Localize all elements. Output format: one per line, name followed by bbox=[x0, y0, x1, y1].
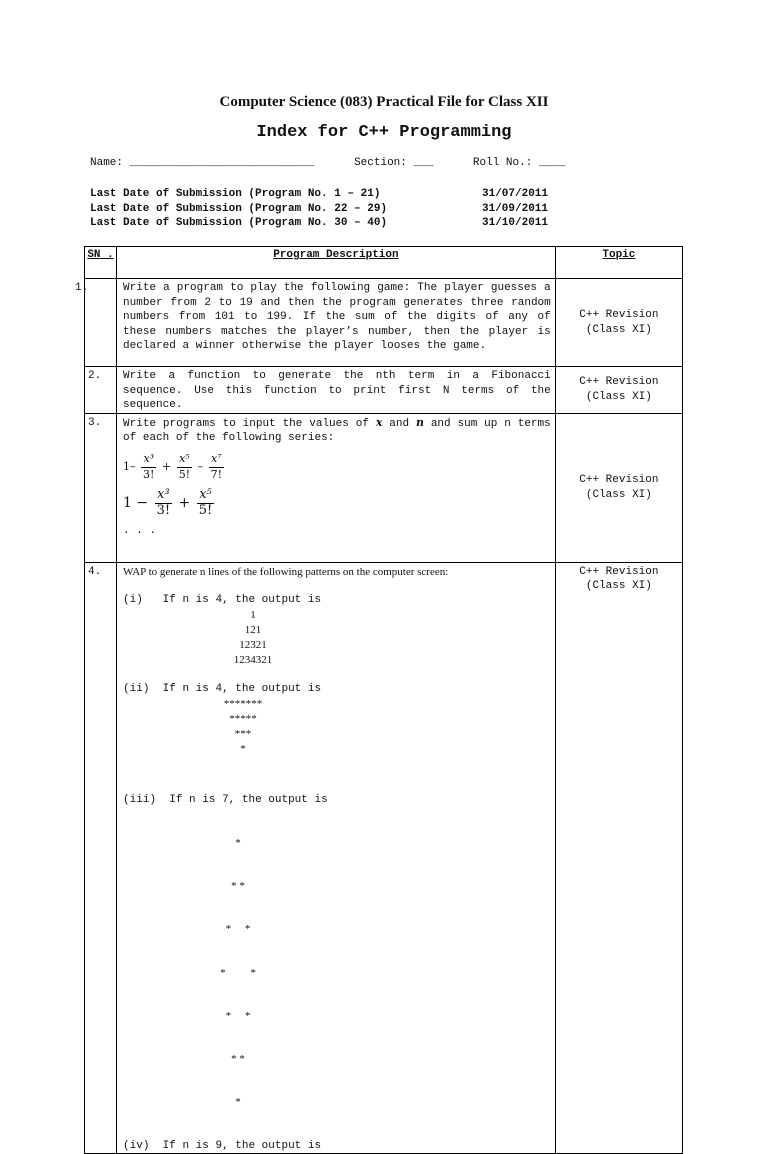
name-blank: ____________________________ bbox=[129, 157, 315, 169]
program-index-table bbox=[75, 246, 683, 1154]
pattern-line: * * bbox=[220, 966, 256, 979]
header-topic: Topic bbox=[555, 247, 682, 279]
series-formula-1 bbox=[123, 452, 551, 482]
series-instructions bbox=[123, 416, 551, 446]
topic-line: (Class XI) bbox=[585, 390, 652, 403]
table-row bbox=[85, 279, 683, 367]
row-number bbox=[75, 279, 117, 367]
deadline-label: Last Date of Submission (Program No. 1 – 21) bbox=[90, 188, 381, 200]
pattern-3-label: (iii) If n is 7, the output is bbox=[123, 793, 328, 806]
topic-line: C++ Revision bbox=[579, 474, 659, 487]
row-description bbox=[117, 562, 556, 1153]
deadline-date: 31/10/2011 bbox=[482, 217, 549, 229]
table-row bbox=[85, 562, 683, 1153]
deadline-date: 31/09/2011 bbox=[482, 202, 549, 215]
pattern-line: 1234321 bbox=[233, 653, 273, 666]
pattern-1-label: (i) If n is 4, the output is bbox=[123, 594, 322, 607]
instruction-text: Write programs to input the values of bbox=[123, 417, 369, 430]
pattern-line: 12321 bbox=[239, 638, 267, 651]
series-lead: 1 − bbox=[123, 495, 149, 512]
series-term: $\frac{\text{x⁷}}{7!}$ bbox=[210, 451, 223, 481]
deadline-label: Last Date of Submission (Program No. 30 – 40) bbox=[90, 217, 388, 229]
pattern-intro: WAP to generate n lines of the following patterns on the computer screen: bbox=[123, 565, 449, 578]
instruction-text: and bbox=[389, 417, 410, 430]
row-topic bbox=[555, 562, 682, 1153]
pattern-3-output bbox=[123, 807, 353, 1138]
roll-label: Roll No.: bbox=[472, 157, 533, 169]
series-term: $\frac{\text{x⁵}}{5!}$ bbox=[178, 451, 191, 481]
pattern-2-output bbox=[123, 697, 363, 757]
header-sn: SN . bbox=[85, 247, 117, 279]
pattern-1-output bbox=[123, 608, 383, 668]
pattern-line: 121 bbox=[244, 623, 262, 636]
series-term: $\frac{\text{x⁵}}{5!}$ bbox=[198, 487, 213, 518]
topic-line: C++ Revision bbox=[579, 308, 659, 321]
row-topic bbox=[555, 413, 682, 562]
pattern-line: * bbox=[235, 836, 241, 849]
pattern-line: * * bbox=[225, 1009, 251, 1022]
pattern-line: ******* bbox=[223, 697, 263, 710]
pattern-line: ***** bbox=[229, 712, 257, 725]
row-topic bbox=[555, 367, 682, 414]
roll-blank: ____ bbox=[538, 157, 566, 169]
pattern-line: * * bbox=[231, 880, 245, 893]
row-description: Write a program to play the following game: The player guesses a number from 2 to 19 and then the program generates three random numbers from 101 to 199. If the sum of the digits of any of these numbers matches the player’s number, then the player is declared a winner otherwise the player looses the game. bbox=[117, 279, 556, 367]
pattern-2-label: (ii) If n is 4, the output is bbox=[123, 682, 322, 695]
series-operator: – bbox=[197, 460, 204, 474]
variable-n: n bbox=[415, 415, 424, 429]
pattern-line: * * bbox=[231, 1053, 245, 1066]
row-number-label: 1. bbox=[75, 282, 89, 294]
series-ellipsis: . . . bbox=[123, 525, 157, 538]
section-label: Section: bbox=[354, 157, 407, 169]
table-header-row bbox=[85, 247, 683, 279]
pattern-line: * bbox=[240, 742, 246, 755]
series-operator: + bbox=[178, 495, 191, 512]
student-info-line bbox=[90, 157, 565, 169]
section-blank: ___ bbox=[413, 157, 434, 169]
series-term: $\frac{\text{x³}}{3!}$ bbox=[143, 451, 155, 481]
pattern-4-label: (iv) If n is 9, the output is bbox=[123, 1139, 322, 1152]
series-operator: + bbox=[161, 460, 172, 474]
name-label: Name: bbox=[90, 157, 124, 169]
deadline-label: Last Date of Submission (Program No. 22 – 29) bbox=[90, 202, 388, 215]
series-lead: 1– bbox=[123, 460, 136, 474]
row-number: 3. bbox=[85, 413, 117, 562]
row-number: 2. bbox=[85, 367, 117, 414]
row-topic bbox=[555, 279, 682, 367]
series-term: $\frac{\text{x³}}{3!}$ bbox=[156, 487, 171, 518]
topic-line: (Class XI) bbox=[585, 488, 652, 501]
deadline-row bbox=[90, 217, 548, 232]
pattern-line: *** bbox=[234, 727, 252, 740]
row-description: Write a function to generate the nth term in a Fibonacci sequence. Use this function to print first N terms of the sequence. bbox=[117, 367, 556, 414]
submission-deadlines bbox=[90, 188, 548, 232]
table-row bbox=[85, 413, 683, 562]
pattern-line: 1 bbox=[250, 608, 256, 621]
variable-x: x bbox=[375, 415, 383, 429]
topic-line: (Class XI) bbox=[585, 323, 652, 336]
table-row bbox=[85, 367, 683, 414]
pattern-line: * bbox=[235, 1096, 241, 1109]
header-description: Program Description bbox=[117, 247, 556, 279]
instruction-text: and sum up n terms of each of the following series: bbox=[123, 417, 551, 445]
row-description bbox=[117, 413, 556, 562]
deadline-date: 31/07/2011 bbox=[482, 188, 549, 200]
series-formula-2 bbox=[123, 488, 551, 518]
pattern-line: * * bbox=[225, 923, 251, 936]
deadline-row bbox=[90, 188, 548, 203]
document-title: Computer Science (083) Practical File for Class XII bbox=[219, 94, 549, 110]
topic-line: (Class XI) bbox=[585, 580, 652, 593]
topic-line: C++ Revision bbox=[579, 565, 659, 578]
row-number: 4. bbox=[85, 562, 117, 1153]
index-title: Index for C++ Programming bbox=[256, 123, 512, 142]
deadline-row bbox=[90, 203, 548, 218]
topic-line: C++ Revision bbox=[579, 376, 659, 389]
